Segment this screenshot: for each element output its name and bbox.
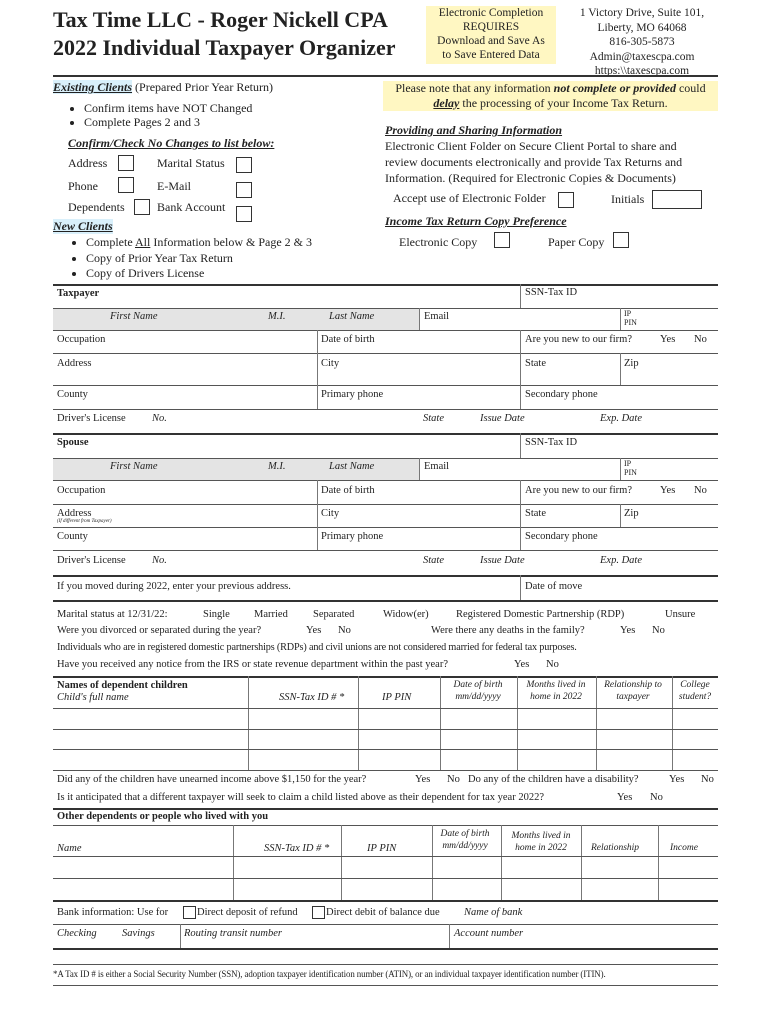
table-row[interactable]: [53, 749, 718, 750]
spouse-dl-exp[interactable]: Exp. Date: [600, 555, 642, 566]
spouse-zip[interactable]: Zip: [624, 508, 639, 519]
marital-married[interactable]: Married: [254, 609, 288, 620]
existing-clients-title: Existing Clients: [53, 80, 133, 94]
notice-line: REQUIRES: [462, 21, 520, 33]
child-relationship-header: Relationship to taxpayer: [604, 680, 662, 702]
taxpayer-dl-label: Driver's License: [57, 413, 126, 424]
new-clients-bullets: [68, 235, 312, 282]
spouse-mi[interactable]: M.I.: [268, 461, 286, 472]
taxpayer-dob[interactable]: Date of birth: [321, 334, 375, 345]
taxpayer-email[interactable]: Email: [424, 311, 450, 322]
spouse-last-name[interactable]: Last Name: [329, 461, 375, 472]
marital-single[interactable]: Single: [203, 609, 230, 620]
disability-question: Do any of the children have a disability?: [468, 774, 639, 785]
notice-line: Download and Save As: [437, 35, 545, 47]
taxpayer-address[interactable]: Address: [57, 358, 92, 369]
taxpayer-dl-exp[interactable]: Exp. Date: [600, 413, 642, 424]
initials-label: Initials: [611, 192, 645, 206]
other-months-header: Months lived in home in 2022: [511, 831, 571, 853]
spouse-state[interactable]: State: [525, 508, 546, 519]
notice-line: Electronic Completion: [438, 7, 544, 19]
taxpayer-dl-state[interactable]: State: [423, 413, 444, 424]
spouse-dl-issue[interactable]: Issue Date: [480, 555, 525, 566]
table-row[interactable]: [53, 708, 718, 709]
copy-preference-heading: Income Tax Return Copy Preference: [385, 214, 567, 228]
notice-line: to Save Entered Data: [442, 49, 540, 61]
paper-copy-label: Paper Copy: [548, 235, 605, 249]
disability-no[interactable]: No: [701, 774, 714, 785]
taxpayer-secondary-phone[interactable]: Secondary phone: [525, 389, 598, 400]
accept-folder-checkbox[interactable]: [558, 192, 574, 208]
dependents-checkbox[interactable]: [134, 199, 150, 215]
other-relationship-header: Relationship: [591, 843, 640, 853]
spouse-county[interactable]: County: [57, 531, 88, 542]
other-dob-header: Date of birth mm/dd/yyyy: [440, 829, 490, 851]
child-name-header: Child's full name: [57, 692, 129, 703]
spouse-address-note: (If different from Taxpayer): [57, 519, 112, 524]
address-checkbox[interactable]: [118, 155, 134, 171]
deaths-no[interactable]: No: [652, 625, 665, 636]
spouse-address[interactable]: Address: [57, 508, 92, 519]
spouse-dl-number[interactable]: No.: [152, 555, 167, 566]
unearned-income-question: Did any of the children have unearned income above $1,150 for the year?: [57, 774, 367, 785]
header-rule: [53, 75, 718, 77]
irs-notice-question: Have you received any notice from the IRS or state revenue department within the past year?: [57, 659, 448, 670]
electronic-copy-checkbox[interactable]: [494, 232, 510, 248]
taxpayer-dl-number[interactable]: No.: [152, 413, 167, 424]
delay-warning: Please note that any information not complete or provided could delay the processing of your Income Tax Return.: [383, 81, 718, 111]
spouse-dob[interactable]: Date of birth: [321, 485, 375, 496]
child-months-header: Months lived in home in 2022: [526, 680, 586, 702]
address-line: 1 Victory Drive, Suite 101,: [579, 7, 705, 19]
address-line: 816-305-5873: [609, 36, 675, 48]
other-ssn-header: SSN-Tax ID # *: [264, 843, 330, 854]
marital-unsure[interactable]: Unsure: [665, 609, 696, 620]
other-claim-question: Is it anticipated that a different taxpayer will seek to claim a child listed above as their dependent for tax year 2022?: [57, 792, 544, 803]
tax-id-footnote: *A Tax ID # is either a Social Security Number (SSN), adoption taxpayer identification number (ATIN), or an individual taxpayer identification number (ITIN).: [53, 969, 606, 979]
other-claim-no[interactable]: No: [650, 792, 663, 803]
existing-bullets: [66, 101, 252, 129]
website-link[interactable]: https:\\taxescpa.com: [594, 65, 690, 77]
spouse-new-firm: Are you new to our firm?: [525, 485, 633, 496]
list-item: • Complete All Information below & Page 2 & 3: [86, 235, 312, 251]
existing-clients-subtitle: (Prepared Prior Year Return): [132, 80, 273, 94]
marital-separated[interactable]: Separated: [313, 609, 355, 620]
taxpayer-primary-phone[interactable]: Primary phone: [321, 389, 384, 400]
table-row[interactable]: [53, 856, 718, 857]
taxpayer-new-no[interactable]: No: [694, 334, 707, 345]
form-title-line1: Tax Time LLC - Roger Nickell CPA: [53, 7, 388, 32]
dependents-check-label: Dependents: [68, 200, 125, 214]
email-link[interactable]: Admin@taxescpa.com: [589, 50, 695, 63]
taxpayer-mi[interactable]: M.I.: [268, 311, 286, 322]
completion-notice: [426, 6, 556, 64]
moved-address-field[interactable]: If you moved during 2022, enter your previous address.: [57, 581, 291, 592]
disability-yes[interactable]: Yes: [669, 774, 685, 785]
irs-notice-yes[interactable]: Yes: [514, 659, 530, 670]
email-check-label: E-Mail: [157, 179, 191, 193]
direct-deposit-label: Direct deposit of refund: [197, 907, 298, 918]
accept-folder-label: Accept use of Electronic Folder: [393, 191, 546, 205]
taxpayer-ip-pin[interactable]: IP PIN: [624, 309, 637, 327]
taxpayer-ssn-label: SSN-Tax ID: [525, 287, 578, 298]
divorced-yes[interactable]: Yes: [306, 625, 322, 636]
email-checkbox[interactable]: [236, 182, 252, 198]
taxpayer-zip[interactable]: Zip: [624, 358, 639, 369]
phone-checkbox[interactable]: [118, 177, 134, 193]
taxpayer-heading: Taxpayer: [57, 288, 100, 299]
rdp-note: Individuals who are in registered domestic partnerships (RDPs) and civil unions are not considered married for federal tax purposes.: [57, 642, 577, 653]
spouse-primary-phone[interactable]: Primary phone: [321, 531, 384, 542]
initials-input[interactable]: [652, 190, 702, 209]
existing-clients-heading: [53, 80, 273, 95]
taxpayer-new-firm: Are you new to our firm?: [525, 334, 633, 345]
spouse-ssn-label: SSN-Tax ID: [525, 437, 578, 448]
list-item: • Copy of Drivers License: [86, 266, 312, 282]
firm-address: [572, 6, 712, 79]
child-dob-header: Date of birth mm/dd/yyyy: [453, 680, 503, 702]
phone-check-label: Phone: [68, 179, 98, 193]
divorced-no[interactable]: No: [338, 625, 351, 636]
taxpayer-city[interactable]: City: [321, 358, 340, 369]
savings-option[interactable]: Savings: [122, 928, 155, 939]
list-item: • Complete Pages 2 and 3: [84, 115, 252, 129]
spouse-dl-label: Driver's License: [57, 555, 126, 566]
taxpayer-last-name[interactable]: Last Name: [329, 311, 375, 322]
sharing-heading: Providing and Sharing Information: [385, 123, 563, 137]
other-income-header: Income: [670, 843, 698, 853]
date-of-move-field[interactable]: Date of move: [525, 581, 583, 592]
direct-debit-checkbox[interactable]: [312, 906, 325, 919]
table-row[interactable]: [53, 729, 718, 730]
taxpayer-new-yes[interactable]: Yes: [660, 334, 676, 345]
unearned-yes[interactable]: Yes: [415, 774, 431, 785]
spouse-email[interactable]: Email: [424, 461, 450, 472]
sharing-text: Electronic Client Folder on Secure Client Portal to share and review documents electronically and provide Tax Returns and Information. (Required for Electronic Copies & Documents): [385, 139, 683, 185]
spouse-first-name[interactable]: First Name: [110, 461, 158, 472]
address-line: Liberty, MO 64068: [597, 21, 687, 34]
taxpayer-state[interactable]: State: [525, 358, 546, 369]
routing-number-field[interactable]: Routing transit number: [184, 928, 283, 939]
address-check-label: Address: [68, 156, 108, 170]
form-title-line2: 2022 Individual Taxpayer Organizer: [53, 35, 396, 60]
taxpayer-dl-issue[interactable]: Issue Date: [480, 413, 525, 424]
unearned-no[interactable]: No: [447, 774, 460, 785]
dependents-heading: Names of dependent children: [57, 680, 188, 691]
marital-rdp[interactable]: Registered Domestic Partnership (RDP): [456, 609, 625, 620]
direct-deposit-checkbox[interactable]: [183, 906, 196, 919]
child-ippin-header: IP PIN: [382, 692, 412, 703]
spouse-heading: Spouse: [57, 437, 89, 448]
bank-name-field[interactable]: Name of bank: [464, 907, 523, 918]
electronic-copy-label: Electronic Copy: [399, 235, 478, 249]
other-claim-yes[interactable]: Yes: [617, 792, 633, 803]
table-row[interactable]: [53, 878, 718, 879]
spouse-city[interactable]: City: [321, 508, 340, 519]
bank-info-label: Bank information: Use for: [57, 907, 169, 918]
marital-widow[interactable]: Widow(er): [383, 609, 429, 620]
child-college-header: College student?: [678, 680, 712, 702]
other-ippin-header: IP PIN: [367, 843, 397, 854]
spouse-new-yes[interactable]: Yes: [660, 485, 676, 496]
child-ssn-header: SSN-Tax ID # *: [279, 692, 345, 703]
other-dependents-heading: Other dependents or people who lived with you: [57, 811, 269, 822]
list-item: • Copy of Prior Year Tax Return: [86, 251, 312, 267]
spouse-secondary-phone[interactable]: Secondary phone: [525, 531, 598, 542]
deaths-question: Were there any deaths in the family?: [431, 625, 585, 636]
spouse-dl-state[interactable]: State: [423, 555, 444, 566]
account-number-field[interactable]: Account number: [454, 928, 524, 939]
irs-notice-no[interactable]: No: [546, 659, 559, 670]
deaths-yes[interactable]: Yes: [620, 625, 636, 636]
checking-option[interactable]: Checking: [57, 928, 97, 939]
new-clients-title: New Clients: [53, 219, 113, 233]
spouse-occupation[interactable]: Occupation: [57, 485, 106, 496]
divorced-question: Were you divorced or separated during the year?: [57, 625, 262, 636]
paper-copy-checkbox[interactable]: [613, 232, 629, 248]
confirm-heading: Confirm/Check No Changes to list below:: [68, 136, 275, 150]
other-name-header: Name: [57, 843, 82, 854]
taxpayer-occupation[interactable]: Occupation: [57, 334, 106, 345]
taxpayer-first-name[interactable]: First Name: [110, 311, 158, 322]
list-item: • Confirm items have NOT Changed: [84, 101, 252, 115]
bank-check-label: Bank Account: [157, 200, 226, 214]
marital-check-label: Marital Status: [157, 156, 225, 170]
spouse-ip-pin[interactable]: IP PIN: [624, 459, 637, 477]
marital-status-checkbox[interactable]: [236, 157, 252, 173]
direct-debit-label: Direct debit of balance due: [326, 907, 440, 918]
spouse-new-no[interactable]: No: [694, 485, 707, 496]
marital-status-label: Marital status at 12/31/22:: [57, 609, 168, 620]
bank-account-checkbox[interactable]: [236, 206, 252, 222]
taxpayer-county[interactable]: County: [57, 389, 88, 400]
